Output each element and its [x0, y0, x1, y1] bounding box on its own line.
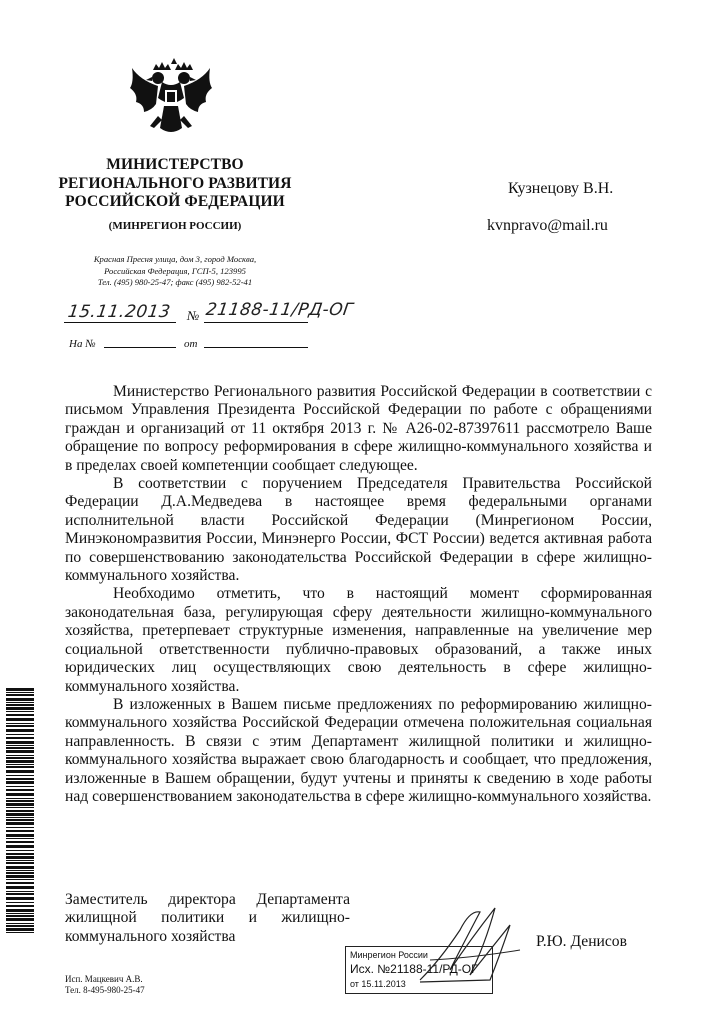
- org-line: МИНИСТЕРСТВО: [106, 156, 244, 173]
- signatory-position: [65, 891, 350, 946]
- org-line: РЕГИОНАЛЬНОГО РАЗВИТИЯ: [58, 174, 292, 192]
- executor-info: [65, 974, 145, 996]
- handwritten-date: 15.11.2013: [66, 302, 172, 322]
- ref-underline: [104, 347, 176, 348]
- date-underline: [64, 322, 176, 323]
- position-line: Заместитель директора Департамента: [65, 891, 350, 908]
- sender-org-abbr: (МИНРЕГИОН РОССИИ): [108, 220, 242, 232]
- from-label: от: [184, 338, 198, 350]
- paragraph: В соответствии с поручением Председателя Правительства Российской Федерации Д.А.Медведева в настоящее время федеральными органами исполнительной власти Российской Федерации (Минрегионом России, Минэкономразвития России, Минэнерго России, ФСТ России) ведется активная работа по совершенствованию законодательства Российской Федерации в сфере жилищно-коммунального хозяйства.: [65, 475, 652, 585]
- letter-body: [65, 383, 652, 806]
- number-underline: [204, 322, 308, 323]
- paragraph: В изложенных в Вашем письме предложениях по реформированию жилищно-коммунального хозяйства Российской Федерации отмечена положительная социальная направленность. В связи с этим Департамент жилищной политики и жилищно-коммунального хозяйства выражает свою благодарность и сообщает, что предложения, изложенные в Вашем обращении, будут учтены и приняты к сведению в ходе работы над совершенствованием законодательства в сфере жилищно-коммунального хозяйства.: [65, 695, 652, 805]
- address-line: Тел. (495) 980-25-47; факс (495) 982-52-41: [97, 277, 253, 287]
- ref-label: На №: [69, 338, 96, 350]
- org-line: РОССИЙСКОЙ ФЕДЕРАЦИИ: [65, 193, 285, 210]
- address-line: Российская Федерация, ГСП-5, 123995: [104, 265, 246, 276]
- stamp-org: Минрегион России: [350, 950, 428, 960]
- coat-of-arms-icon: [128, 58, 214, 154]
- sender-org-name: [50, 156, 300, 212]
- sender-address: [50, 254, 300, 289]
- outgoing-registration-stamp: [345, 946, 493, 994]
- position-line: жилищной политики и жилищно-: [65, 909, 350, 927]
- handwritten-number: 21188-11/РД-ОГ: [204, 300, 355, 320]
- recipient-name: Кузнецову В.Н.: [508, 180, 614, 197]
- stamp-number: Исх. №21188-11/РД-ОГ: [350, 962, 478, 976]
- stamp-date: от 15.11.2013: [350, 979, 406, 989]
- number-sign: №: [187, 308, 200, 323]
- signatory-name: Р.Ю. Денисов: [536, 933, 627, 950]
- barcode-icon: [6, 688, 34, 933]
- paragraph: Министерство Регионального развития Российской Федерации в соответствии с письмом Управления Президента Российской Федерации по работе с обращениями граждан и организаций от 11 октября 2013 г. № А26-02-87397611 рассмотрело Ваше обращение по вопросу реформирования в сфере жилищно-коммунального хозяйства и в пределах своей компетенции сообщает следующее.: [65, 383, 652, 474]
- executor-name: Исп. Мацкевич А.В.: [65, 974, 143, 984]
- from-underline: [204, 347, 308, 348]
- paragraph: Необходимо отметить, что в настоящий момент сформированная законодательная база, регулирующая сферу деятельности жилищно-коммунального хозяйства, претерпевает структурные изменения, направленные на увеличение мер социальной ответственности публично-правовых образований, а также иных юридических лиц осуществляющих свою деятельность в сфере жилищно-коммунального хозяйства.: [65, 585, 652, 695]
- position-line: коммунального хозяйства: [65, 927, 236, 945]
- address-line: Красная Пресня улица, дом 3, город Москва,: [93, 254, 257, 264]
- recipient-email: kvnpravo@mail.ru: [487, 217, 608, 234]
- executor-phone: Тел. 8-495-980-25-47: [65, 985, 145, 995]
